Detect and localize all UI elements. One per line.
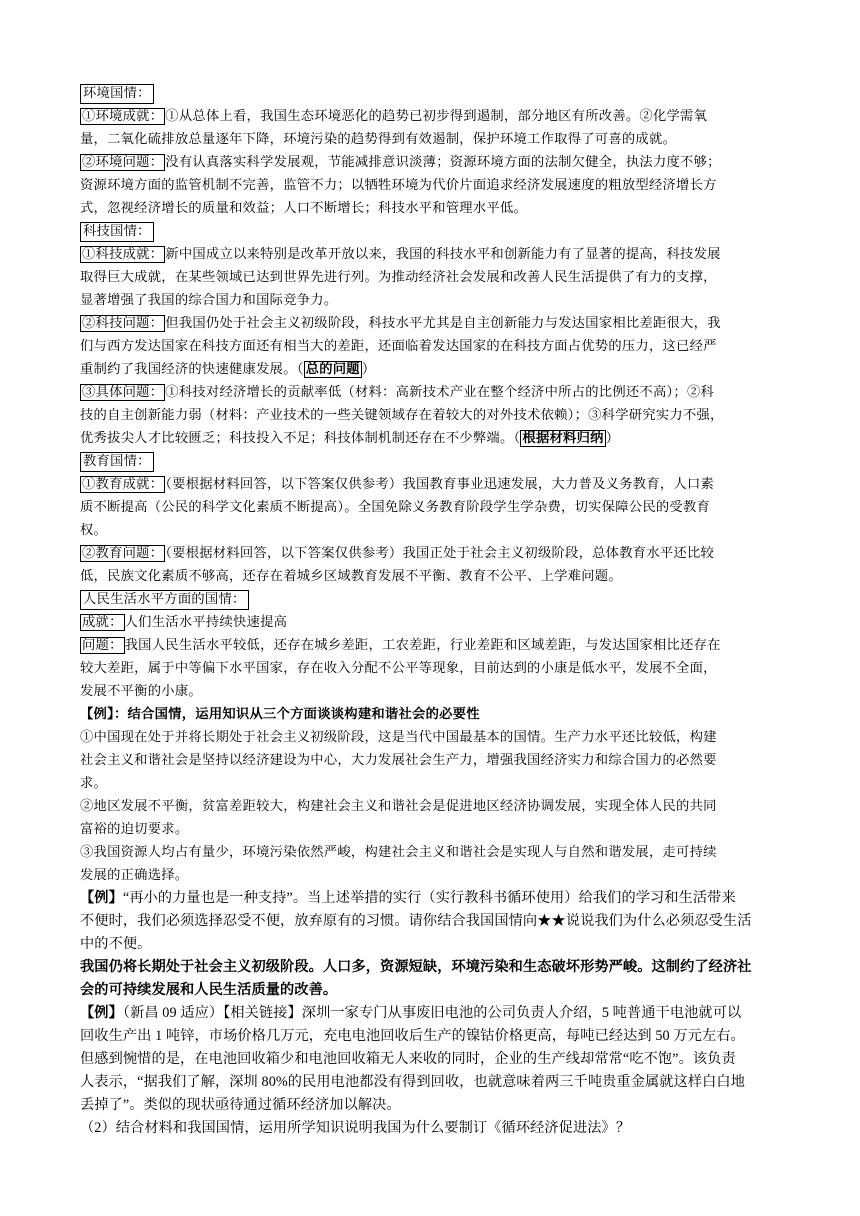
section-heading-education: 教育国情：: [80, 452, 154, 472]
life-problem-line-3: 发展不平衡的小康。: [80, 684, 202, 699]
life-problem-text-1: 我国人民生活水平较低，还存在城乡差距，工农差距，行业差距和区域差距，与发达国家相比还存在: [124, 638, 721, 653]
life-problem-label: 问题：: [82, 638, 123, 653]
edu-problem-line-1: [80, 542, 792, 565]
tech-problem-line-3: [80, 358, 792, 381]
example-3-question: （2）结合材料和我国国情，运用所学知识说明我国为什么要制订《循环经济促进法》？: [80, 1120, 631, 1136]
example-2-tag: 【例】: [80, 890, 123, 906]
life-achievement-line: [80, 611, 792, 634]
edu-achievement-label: ①教育成就：: [82, 477, 164, 492]
life-achievement-label: 成就：: [82, 615, 123, 630]
edu-achievement-line-3: 权。: [80, 523, 108, 538]
env-achievement-text-1: ①从总体上看，我国生态环境恶化的趋势已初步得到遏制，部分地区有所改善。②化学需氧: [165, 109, 708, 124]
tech-specific-text-3: 优秀拔尖人才比较匮乏；科技投入不足；科技体制机制还存在不少弊端。（: [80, 431, 521, 446]
env-achievement-line-1: [80, 105, 792, 128]
tech-specific-label: ③具体问题：: [82, 385, 164, 400]
tech-problem-text-1: 但我国仍处于社会主义初级阶段，科技水平尤其是自主创新能力与发达国家相比差距很大，我: [165, 316, 721, 331]
example-2-answer-line-2: 会的可持续发展和人民生活质量的改善。: [80, 982, 338, 998]
tech-specific-line-3: [80, 427, 792, 450]
edu-problem-line-2: 低，民族文化素质不够高，还存在着城乡区域教育发展不平衡、教育不公平、上学难问题。: [80, 569, 622, 584]
tech-specific-close-paren: ）: [605, 431, 620, 446]
example-3-line-2: 回收生产出 1 吨锌，市场价格几万元，充电电池回收后生产的镍钴价格更高，每吨已经达到 50 万元左右。: [80, 1028, 745, 1044]
env-problem-label: ②环境问题：: [82, 155, 164, 170]
section-education: [80, 450, 792, 473]
tech-achievement-line-1: [80, 243, 792, 266]
overall-problem-tag: 总的问题: [305, 362, 360, 377]
example-1-point-2-line-2: 富裕的迫切要求。: [80, 822, 189, 837]
env-achievement-label: ①环境成就：: [82, 109, 164, 124]
example-1-point-1-line-2: 社会主义和谐社会是坚持以经济建设为中心，大力发展社会生产力，增强我国经济实力和综合国力的必然要: [80, 753, 717, 768]
example-1-point-3-line-1: ③我国资源人均占有量少，环境污染依然严峻，构建社会主义和谐社会是实现人与自然和谐发展，走可持续: [80, 845, 717, 860]
example-3-line-4: 人表示，“据我们了解，深圳 80%的民用电池都没有得到回收，也就意味着两三千吨贵重金属就这样白白地: [80, 1074, 746, 1090]
example-2-line-3: 中的不便。: [80, 936, 152, 952]
edu-problem-label: ②教育问题：: [82, 546, 164, 561]
tech-achievement-text-1: 新中国成立以来特别是改革开放以来，我国的科技水平和创新能力有了显著的提高，科技发展: [165, 247, 721, 262]
tech-problem-label: ②科技问题：: [82, 316, 164, 331]
edu-problem-text-1: （要根据材料回答，以下答案仅供参考）我国正处于社会主义初级阶段，总体教育水平还比较: [165, 546, 715, 561]
tech-problem-line-2: 们与西方发达国家在科技方面还有相当大的差距，还面临着发达国家的在科技方面占优势的压力，这已经严: [80, 339, 717, 354]
section-environment: [80, 82, 792, 105]
example-1-point-3-line-2: 发展的正确选择。: [80, 868, 189, 883]
document-page: [80, 82, 792, 1140]
example-1-title: 【例】：结合国情，运用知识从三个方面谈谈构建和谐社会的必要性: [80, 707, 480, 722]
section-living-standard: [80, 588, 792, 611]
example-1-point-1-line-1: ①中国现在处于并将长期处于社会主义初级阶段，这是当代中国最基本的国情。生产力水平还比较低，构建: [80, 730, 717, 745]
example-3-line-3: 但感到惋惜的是，在电池回收箱少和电池回收箱无人来收的同时，企业的生产线却常常“吃不饱”。该负责: [80, 1051, 736, 1067]
env-problem-line-1: [80, 151, 792, 174]
example-2-line-2: 不便时，我们必须选择忍受不便，放弃原有的习惯。请你结合我国国情向★★说说我们为什么必须忍受生活: [80, 913, 752, 929]
edu-achievement-text-1: （要根据材料回答，以下答案仅供参考）我国教育事业迅速发展，大力普及义务教育，人口素: [165, 477, 715, 492]
example-3-tag: 【例】: [80, 1005, 123, 1021]
tech-problem-text-3: 重制约了我国经济的快速健康发展。（: [80, 362, 304, 377]
env-problem-line-3: 式，忽视经济增长的质量和效益；人口不断增长；科技水平和管理水平低。: [80, 201, 528, 216]
tech-problem-close-paren: ）: [361, 362, 376, 377]
section-technology: [80, 220, 792, 243]
tech-achievement-line-3: 显著增强了我国的综合国力和国际竞争力。: [80, 293, 338, 308]
example-2: [80, 887, 792, 1002]
edu-achievement-line-1: [80, 473, 792, 496]
example-1-point-2-line-1: ②地区发展不平衡，贫富差距较大，构建社会主义和谐社会是促进地区经济协调发展，实现全体人民的共同: [80, 799, 717, 814]
tech-achievement-label: ①科技成就：: [82, 247, 164, 262]
tech-specific-line-2: 技的自主创新能力弱（材料：产业技术的一些关键领域存在着较大的对外技术依赖）；③科学研究实力不强，: [80, 408, 724, 423]
example-3-line-5: 丢掉了”。类似的现状亟待通过循环经济加以解决。: [80, 1097, 401, 1113]
example-1-point-1-line-3: 求。: [80, 776, 108, 791]
env-problem-line-2: 资源环境方面的监管机制不完善，监管不力；以牺牲环境为代价片面追求经济发展速度的粗放型经济增长方: [80, 178, 717, 193]
life-achievement-text: 人们生活水平持续快速提高: [124, 615, 288, 630]
env-problem-text-1: 没有认真落实科学发展观，节能减排意识淡薄；资源环境方面的法制欠健全，执法力度不够；: [165, 155, 721, 170]
env-achievement-line-2: 量，二氧化硫排放总量逐年下降，环境污染的趋势得到有效遏制，保护环境工作取得了可喜的成就。: [80, 132, 677, 147]
example-3-line-1: [80, 1002, 792, 1025]
example-3-text-1: （新昌 09 适应）【相关链接】深圳一家专门从事废旧电池的公司负责人介绍，5 吨普通干电池就可以: [122, 1005, 742, 1021]
example-2-line-1: [80, 887, 792, 910]
life-problem-line-1: [80, 634, 792, 657]
section-heading-living-standard: 人民生活水平方面的国情：: [80, 590, 249, 610]
example-2-text-1: “再小的力量也是一种支持”。当上述举措的实行（实行教科书循环使用）给我们的学习和生活带来: [122, 890, 736, 906]
tech-achievement-line-2: 取得巨大成就，在某些领域已达到世界先进行列。为推动经济社会发展和改善人民生活提供了有力的支撑，: [80, 270, 717, 285]
tech-specific-line-1: [80, 381, 792, 404]
example-3: [80, 1002, 792, 1140]
life-problem-line-2: 较大差距，属于中等偏下水平国家，存在收入分配不公平等现象，目前达到的小康是低水平，发展不全面，: [80, 661, 717, 676]
section-heading-technology: 科技国情：: [80, 222, 154, 242]
example-2-answer-line-1: 我国仍将长期处于社会主义初级阶段。人口多，资源短缺，环境污染和生态破坏形势严峻。这制约了经济社: [80, 959, 752, 975]
edu-achievement-line-2: 质不断提高（公民的科学文化素质不断提高）。全国免除义务教育阶段学生学杂费，切实保障公民的受教育: [80, 500, 711, 515]
summarize-from-material-tag: 根据材料归纳: [522, 431, 604, 446]
tech-problem-line-1: [80, 312, 792, 335]
section-heading-environment: 环境国情：: [80, 84, 154, 104]
tech-specific-text-1: ①科技对经济增长的贡献率低（材料：高新技术产业在整个经济中所占的比例还不高）；②科: [165, 385, 715, 400]
